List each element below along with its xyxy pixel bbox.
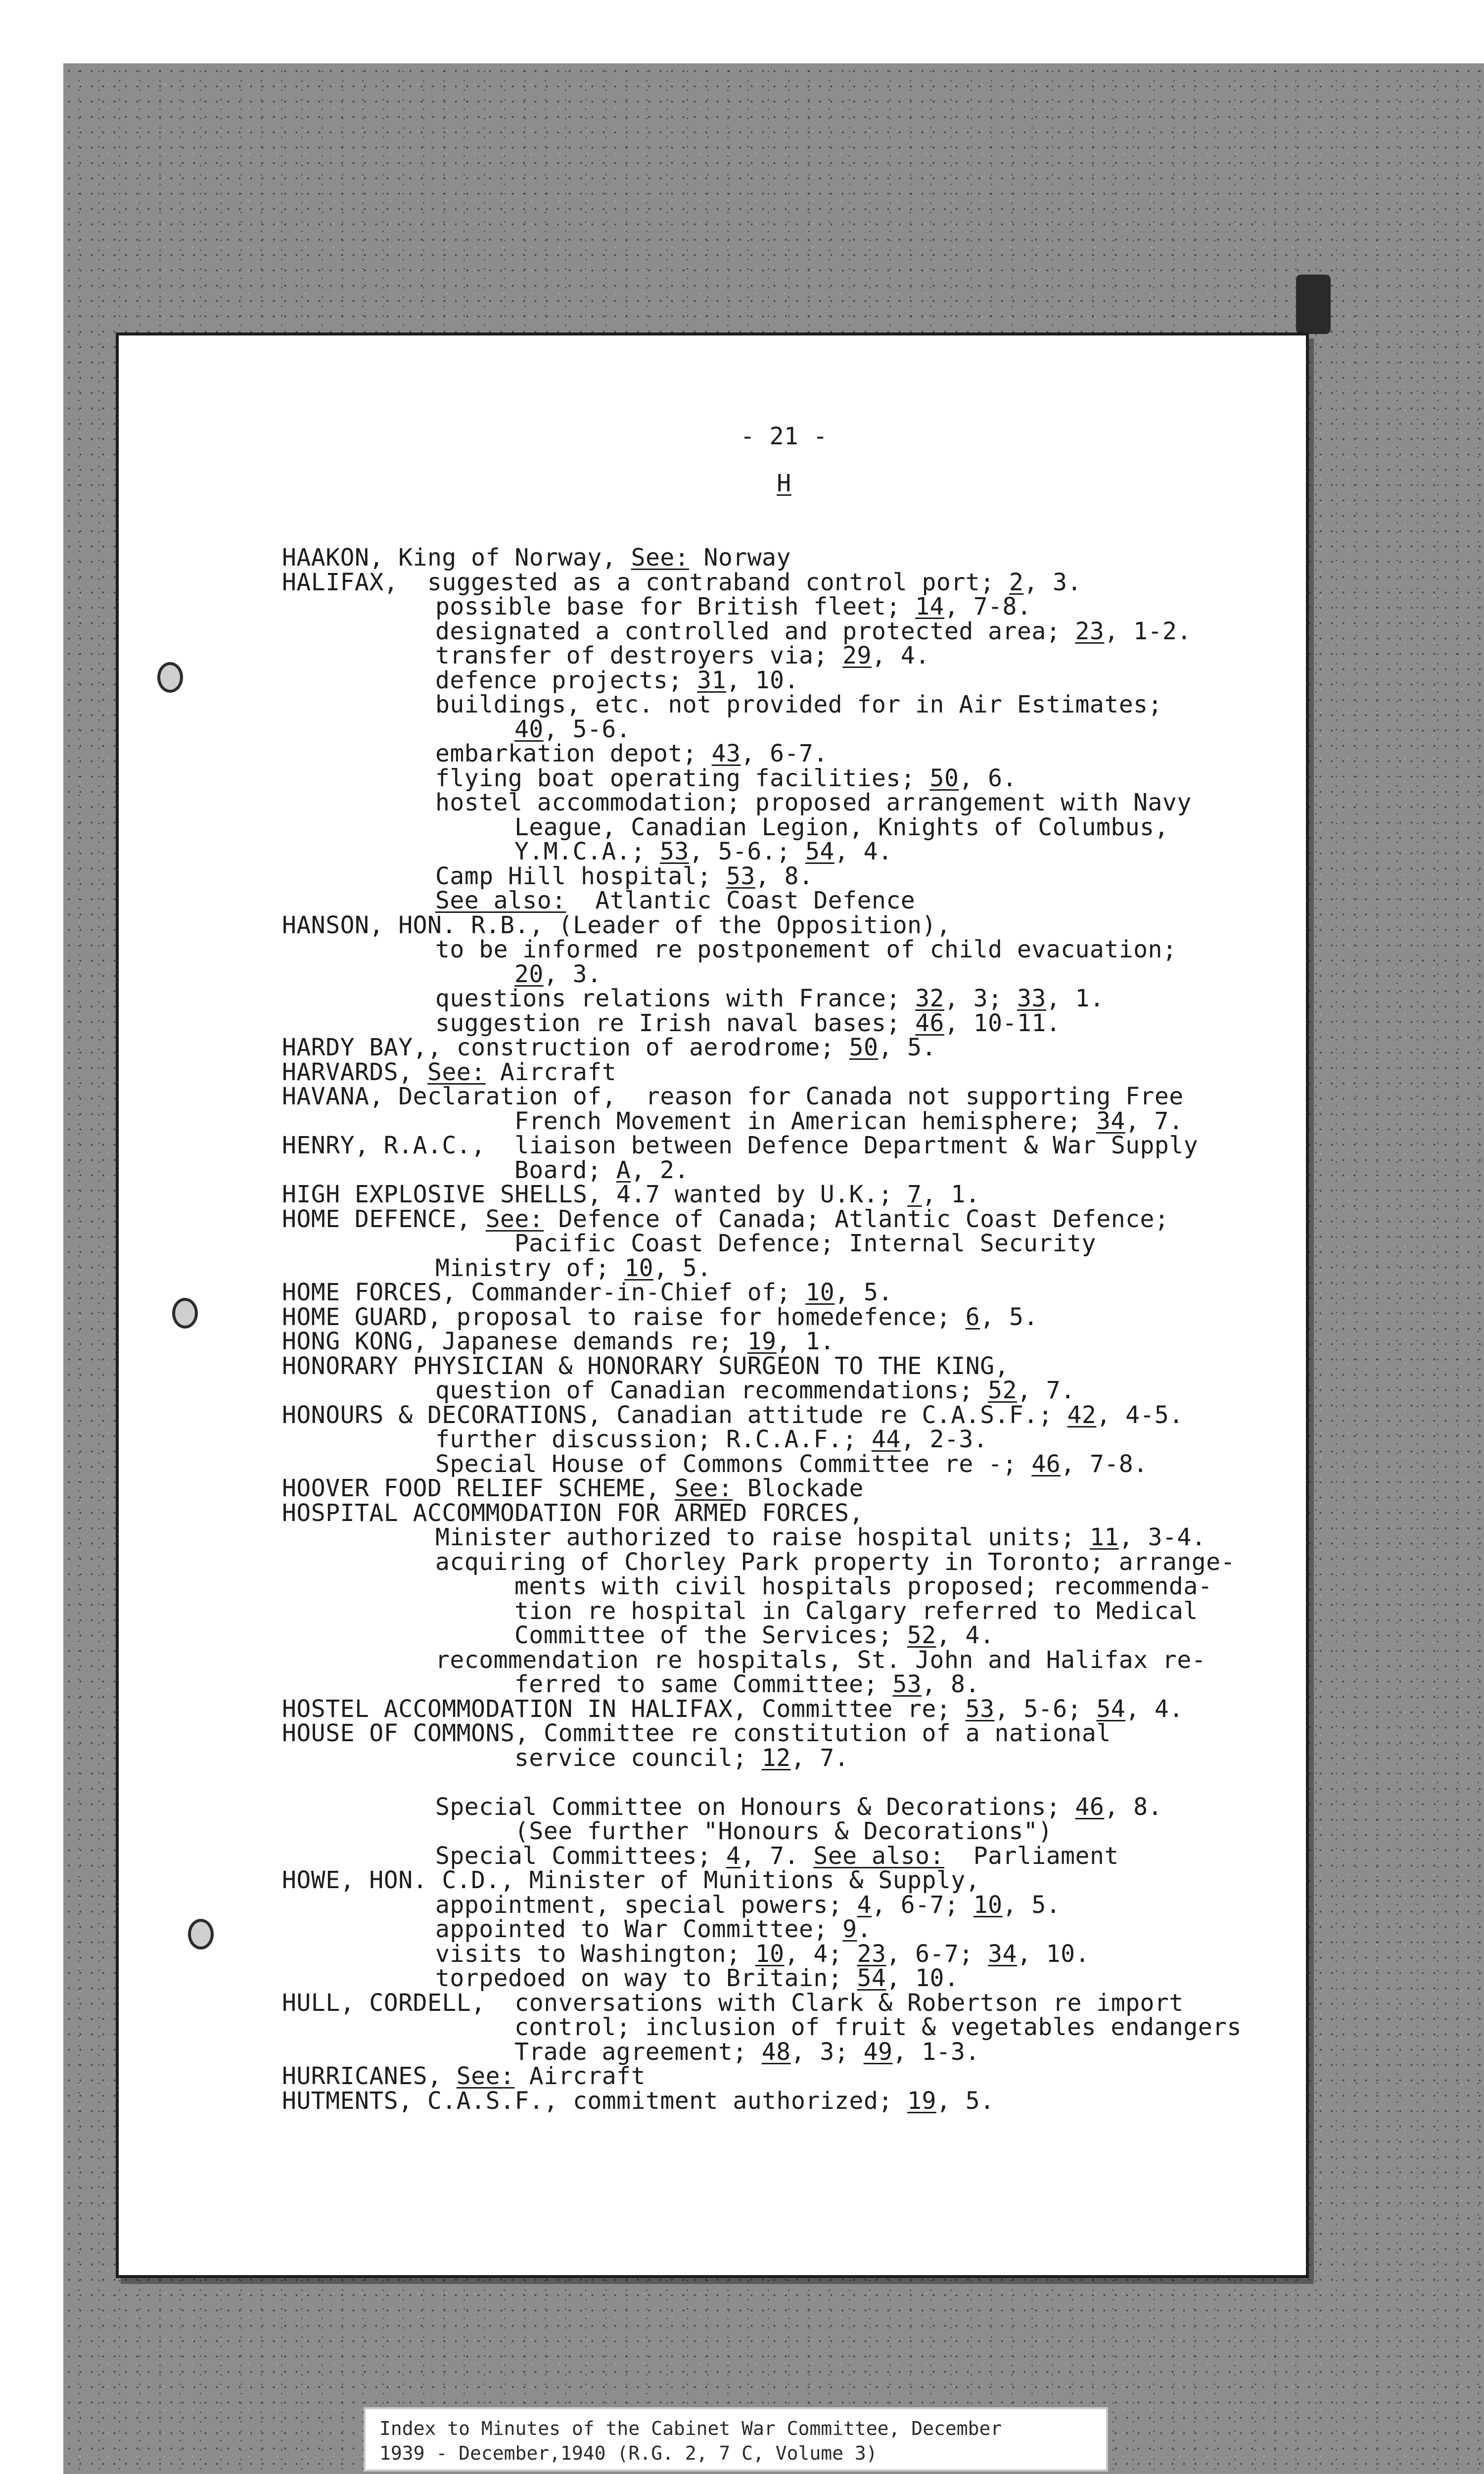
underlined-reference: 44 (871, 1426, 901, 1453)
underlined-reference: 12 (761, 1744, 791, 1772)
underlined-reference: 10 (805, 1279, 835, 1306)
section-letter: H (777, 470, 791, 497)
page-number: - 21 - (740, 423, 828, 450)
entry-text: Atlantic Coast Defence (566, 887, 916, 914)
index-entry-line (282, 791, 1242, 815)
entry-text: , 10. (726, 666, 799, 694)
punch-hole-icon (157, 662, 183, 693)
entry-text: tion re hospital in Calgary referred to Medical (514, 1597, 1198, 1625)
index-entry-line (282, 1036, 1242, 1060)
index-entry-line (282, 1183, 1242, 1207)
underlined-reference: See also: (435, 887, 566, 914)
index-entry-line (282, 2015, 1242, 2040)
entry-text: Special Committee on Honours & Decorations; (435, 1793, 1075, 1821)
entry-text: , 8. (755, 862, 814, 890)
underlined-reference: 4 (857, 1891, 872, 1919)
underlined-reference: 50 (849, 1034, 879, 1061)
entry-text: Committee of the Services; (514, 1621, 907, 1649)
entry-text: HALIFAX, suggested as a contraband control port; (282, 568, 1009, 596)
entry-text: , 6-7; (871, 1891, 974, 1919)
index-entry-line (282, 1207, 1242, 1232)
index-entry-line (282, 693, 1242, 717)
entry-text: League, Canadian Legion, Knights of Columbus, (514, 813, 1169, 841)
entry-text: , 3. (543, 960, 602, 988)
entry-text: HARDY BAY,, construction of aerodrome; (282, 1034, 849, 1061)
entry-text: , 3; (944, 985, 1017, 1012)
index-entry-line (282, 1085, 1242, 1109)
index-entry-line (282, 1770, 1242, 1795)
index-entry-line (282, 644, 1242, 668)
entry-text: , 2. (631, 1156, 689, 1184)
underlined-reference: 42 (1067, 1401, 1097, 1429)
entry-text: Aircraft (485, 1058, 617, 1086)
entry-text: , 5. (1002, 1891, 1061, 1919)
entry-text: HONOURS & DECORATIONS, Canadian attitude re C.A.S.F.; (282, 1401, 1067, 1429)
entry-text: questions relations with France; (435, 985, 916, 1012)
entry-text: , 5-6; (994, 1695, 1097, 1723)
index-entry-line (282, 2064, 1242, 2089)
index-entry-line (282, 1819, 1242, 1844)
underlined-reference: 46 (915, 1009, 944, 1037)
index-entry-line (282, 1917, 1242, 1942)
entry-text: Aircraft (514, 2062, 646, 2090)
entry-text: HOME FORCES, Commander-in-Chief of; (282, 1279, 806, 1306)
underlined-reference: 52 (988, 1377, 1017, 1404)
entry-text: (See further "Honours & Decorations") (514, 1817, 1053, 1845)
entry-text: torpedoed on way to Britain; (435, 1964, 857, 1992)
index-entry-line (282, 938, 1242, 962)
entry-text: defence projects; (435, 666, 697, 694)
index-entry-line (282, 1721, 1242, 1746)
entry-text: , 3; (790, 2038, 864, 2066)
entry-text: control; inclusion of fruit & vegetables endangers (514, 2013, 1242, 2041)
index-entry-line (282, 1966, 1242, 1991)
index-entry-line (282, 962, 1242, 987)
index-entry-line (282, 1501, 1242, 1526)
index-entry-line (282, 742, 1242, 766)
entry-text: French Movement in American hemisphere; (514, 1107, 1096, 1135)
index-entry-line (282, 913, 1242, 938)
entry-text: , 1. (1046, 985, 1105, 1012)
index-entry-line (282, 1060, 1242, 1085)
entry-text: HENRY, R.A.C., liaison between Defence Department & War Supply (282, 1132, 1199, 1159)
index-entry-line (282, 864, 1242, 889)
entry-text: , 5-6.; (689, 838, 805, 865)
underlined-reference: See: (674, 1475, 733, 1502)
underlined-reference: 49 (863, 2038, 893, 2066)
entry-text: , 7. (1017, 1377, 1075, 1404)
index-entry-line (282, 766, 1242, 791)
entry-text: Parliament (944, 1842, 1119, 1870)
index-entry-line (282, 1256, 1242, 1281)
index-entry-line (282, 1379, 1242, 1403)
entry-text: HULL, CORDELL, conversations with Clark & Robertson re import (282, 1989, 1184, 2017)
underlined-reference: 23 (857, 1940, 886, 1968)
index-entry-line (282, 546, 1242, 571)
index-entry-line (282, 1844, 1242, 1869)
entry-text: , 5. (980, 1303, 1038, 1331)
underlined-reference: 14 (915, 593, 944, 620)
entry-text: recommendation re hospitals, St. John and Halifax re- (435, 1646, 1206, 1674)
entry-text: HUTMENTS, C.A.S.F., commitment authorized; (282, 2087, 908, 2115)
underlined-reference: 34 (988, 1940, 1017, 1968)
entry-text: suggestion re Irish naval bases; (435, 1009, 916, 1037)
underlined-reference: 53 (726, 862, 755, 890)
underlined-reference: 53 (892, 1670, 922, 1698)
entry-text: . (857, 1915, 872, 1943)
entry-text: , 4. (936, 1621, 995, 1649)
entry-text: Minister authorized to raise hospital units; (435, 1523, 1090, 1551)
underlined-reference: See: (456, 2062, 515, 2090)
underlined-reference: See: (631, 544, 690, 571)
entry-text: Y.M.C.A.; (514, 838, 660, 865)
caption-slip (364, 2407, 1108, 2472)
underlined-reference: 53 (659, 838, 689, 865)
underlined-reference: 32 (915, 985, 944, 1012)
entry-text: ments with civil hospitals proposed; recommenda- (514, 1572, 1213, 1600)
entry-text: , 1-3. (892, 2038, 980, 2066)
entry-text: designated a controlled and protected area; (435, 617, 1075, 645)
index-entry-line (282, 2089, 1242, 2114)
entry-text: HAAKON, King of Norway, (282, 544, 631, 571)
entry-text: hostel accommodation; proposed arrangement with Navy (435, 789, 1192, 816)
entry-text: , 1-2. (1104, 617, 1192, 645)
entry-text: Special House of Commons Committee re -; (435, 1450, 1032, 1478)
punch-hole-icon (172, 1298, 198, 1329)
caption-line-1: Index to Minutes of the Cabinet War Committee, December (379, 2418, 1002, 2439)
entry-text: , 6-7; (886, 1940, 988, 1968)
entry-text: Defence of Canada; Atlantic Coast Defence; (544, 1205, 1169, 1233)
entry-text: , 5-6. (543, 715, 631, 743)
underlined-reference: 10 (973, 1891, 1003, 1919)
punch-hole-icon (188, 1919, 214, 1950)
entry-text: service council; (514, 1744, 762, 1772)
underlined-reference: 33 (1017, 985, 1046, 1012)
entry-text: Camp Hill hospital; (435, 862, 726, 890)
entry-text: Blockade (733, 1475, 864, 1502)
entry-text: , 1. (776, 1328, 835, 1355)
underlined-reference: 40 (514, 715, 544, 743)
index-entry-line (282, 1550, 1242, 1575)
entry-text: visits to Washington; (435, 1940, 755, 1968)
index-entry-line (282, 568, 1242, 596)
entry-text: HONORARY PHYSICIAN & HONORARY SURGEON TO THE KING, (282, 1352, 1009, 1380)
underlined-reference: 54 (857, 1964, 886, 1992)
underlined-reference: 43 (711, 740, 741, 767)
underlined-reference: 46 (1031, 1450, 1061, 1478)
entry-text: , 7-8. (1061, 1450, 1148, 1478)
entry-text: , 5. (878, 1034, 936, 1061)
underlined-reference: 29 (842, 642, 872, 669)
underlined-reference: 10 (624, 1254, 653, 1282)
entry-text: Ministry of; (435, 1254, 625, 1282)
index-entry-line (282, 1158, 1242, 1183)
entry-text: ferred to same Committee; (514, 1670, 893, 1698)
entry-text: , 10-11. (944, 1009, 1061, 1037)
entry-text: HOME DEFENCE, (282, 1205, 486, 1233)
underlined-reference: 54 (805, 838, 835, 865)
index-entry-line (282, 1697, 1242, 1722)
index-entry-line (282, 889, 1242, 913)
entry-text: HOUSE OF COMMONS, Committee re constitution of a national (282, 1719, 1111, 1747)
index-entry-line (282, 1281, 1242, 1305)
entry-text: HAVANA, Declaration of, reason for Canada not supporting Free (282, 1083, 1184, 1110)
film-margin-left (0, 0, 63, 2474)
entry-text: acquiring of Chorley Park property in Toronto; arrange- (435, 1548, 1235, 1576)
entry-text: buildings, etc. not provided for in Air Estimates; (435, 691, 1162, 718)
underlined-reference: 19 (907, 2087, 936, 2115)
entry-text: Pacific Coast Defence; Internal Security (514, 1230, 1096, 1257)
underlined-reference: 19 (747, 1328, 777, 1355)
entry-text: , 10. (886, 1964, 959, 1992)
entry-text: , 7. (1125, 1107, 1184, 1135)
underlined-reference: 54 (1096, 1695, 1126, 1723)
entry-text: HIGH EXPLOSIVE SHELLS, 4.7 wanted by U.K.; (282, 1181, 908, 1208)
entry-text: , 4; (784, 1940, 857, 1968)
entry-text: , 2-3. (900, 1426, 988, 1453)
entry-text: , 4. (871, 642, 930, 669)
index-entry-line (282, 1452, 1242, 1477)
entry-text: , 6. (959, 764, 1017, 792)
entry-text: , 3-4. (1118, 1523, 1206, 1551)
index-entry-line (282, 2040, 1242, 2065)
entry-text: Board; (514, 1156, 616, 1184)
entry-text: , 5. (835, 1279, 893, 1306)
entry-text: HOWE, HON. C.D., Minister of Munitions & Supply, (282, 1866, 980, 1894)
entry-text: , 8. (1104, 1793, 1162, 1821)
index-entry-line (282, 1648, 1242, 1673)
entry-text: further discussion; R.C.A.F.; (435, 1426, 872, 1453)
underlined-reference: 10 (755, 1940, 785, 1968)
index-entry-line (282, 1599, 1242, 1624)
entry-text: , 4-5. (1096, 1401, 1184, 1429)
index-entry-line (282, 1574, 1242, 1599)
entry-text: HARVARDS, (282, 1058, 427, 1086)
underlined-reference: 52 (907, 1621, 936, 1649)
index-entry-line (282, 1232, 1242, 1256)
index-entry-line (282, 668, 1242, 693)
entry-text: appointed to War Committee; (435, 1915, 843, 1943)
film-margin-top (0, 0, 1484, 63)
index-entry-line (282, 1991, 1242, 2016)
entry-text: question of Canadian recommendations; (435, 1377, 988, 1404)
entry-text: embarkation depot; (435, 740, 712, 767)
index-entry-line (282, 1623, 1242, 1648)
index-entry-line (282, 1942, 1242, 1967)
entry-text: HOME GUARD, proposal to raise for homedefence; (282, 1303, 966, 1331)
entry-text: , 4. (1125, 1695, 1184, 1723)
underlined-reference: 23 (1075, 617, 1105, 645)
entry-text: , 4. (834, 838, 893, 865)
underlined-reference: 11 (1089, 1523, 1119, 1551)
entry-text: , 7-8. (944, 593, 1032, 620)
entry-text: HURRICANES, (282, 2062, 457, 2090)
underlined-reference: 6 (965, 1303, 980, 1331)
underlined-reference: See: (485, 1205, 544, 1233)
index-entry-line (282, 1427, 1242, 1452)
entry-text: , 5. (936, 2087, 995, 2115)
underlined-reference: 2 (1009, 568, 1024, 596)
entry-text: HONG KONG, Japanese demands re; (282, 1328, 747, 1355)
underlined-reference: 7 (907, 1181, 922, 1208)
index-entry-line (282, 1305, 1242, 1330)
index-entry-line (282, 1330, 1242, 1354)
entry-text: HOSTEL ACCOMMODATION IN HALIFAX, Committee re; (282, 1695, 966, 1723)
index-entry-line (282, 987, 1242, 1011)
underlined-reference: 46 (1075, 1793, 1105, 1821)
index-entries (282, 546, 1242, 2113)
index-entry-line (282, 1795, 1242, 1820)
paper-clip (1296, 275, 1331, 334)
underlined-reference: A (616, 1156, 631, 1184)
underlined-reference: 48 (761, 2038, 791, 2066)
underlined-reference: See also: (813, 1842, 944, 1870)
entry-text: , 3. (1023, 568, 1082, 596)
index-entry-line (282, 1354, 1242, 1379)
entry-text: appointment, special powers; (435, 1891, 857, 1919)
entry-text: HOOVER FOOD RELIEF SCHEME, (282, 1475, 675, 1502)
underlined-reference: 34 (1096, 1107, 1125, 1135)
index-entry-line (282, 1868, 1242, 1893)
entry-text: Special Committees; (435, 1842, 726, 1870)
entry-text: HOSPITAL ACCOMMODATION FOR ARMED FORCES, (282, 1499, 864, 1527)
caption-line-2: 1939 - December,1940 (R.G. 2, 7 C, Volume 3) (379, 2442, 878, 2464)
index-entry-line (282, 1746, 1242, 1771)
underlined-reference: 9 (842, 1915, 857, 1943)
entry-text: , 10. (1017, 1940, 1090, 1968)
underlined-reference: 50 (929, 764, 959, 792)
underlined-reference: 20 (514, 960, 544, 988)
index-entry-line (282, 1134, 1242, 1158)
index-entry-line (282, 1672, 1242, 1697)
underlined-reference: 31 (697, 666, 726, 694)
entry-text: , 7. (790, 1744, 849, 1772)
entry-text: , 8. (922, 1670, 980, 1698)
entry-text: possible base for British fleet; (435, 593, 916, 620)
entry-text: transfer of destroyers via; (435, 642, 843, 669)
index-entry-line (282, 815, 1242, 840)
index-entry-line (282, 1011, 1242, 1036)
entry-text: , 7. (741, 1842, 814, 1870)
index-entry-line (282, 1109, 1242, 1134)
index-entry-line (282, 1893, 1242, 1918)
index-entry-line (282, 1403, 1242, 1428)
underlined-reference: See: (427, 1058, 486, 1086)
entry-text: flying boat operating facilities; (435, 764, 930, 792)
index-entry-line (282, 595, 1242, 619)
entry-text: Trade agreement; (514, 2038, 762, 2066)
entry-text: , 5. (653, 1254, 712, 1282)
index-page (119, 335, 1306, 2275)
underlined-reference: 4 (726, 1842, 741, 1870)
index-entry-line (282, 1525, 1242, 1550)
entry-text: , 1. (922, 1181, 980, 1208)
index-entry-line (282, 619, 1242, 644)
entry-text: to be informed re postponement of child evacuation; (435, 936, 1177, 963)
entry-text: HANSON, HON. R.B., (Leader of the Opposition), (282, 911, 951, 939)
index-entry-line (282, 1476, 1242, 1501)
index-entry-line (282, 840, 1242, 864)
entry-text: Norway (689, 544, 791, 571)
entry-text: , 6-7. (741, 740, 828, 767)
underlined-reference: 53 (965, 1695, 995, 1723)
index-entry-line (282, 717, 1242, 742)
